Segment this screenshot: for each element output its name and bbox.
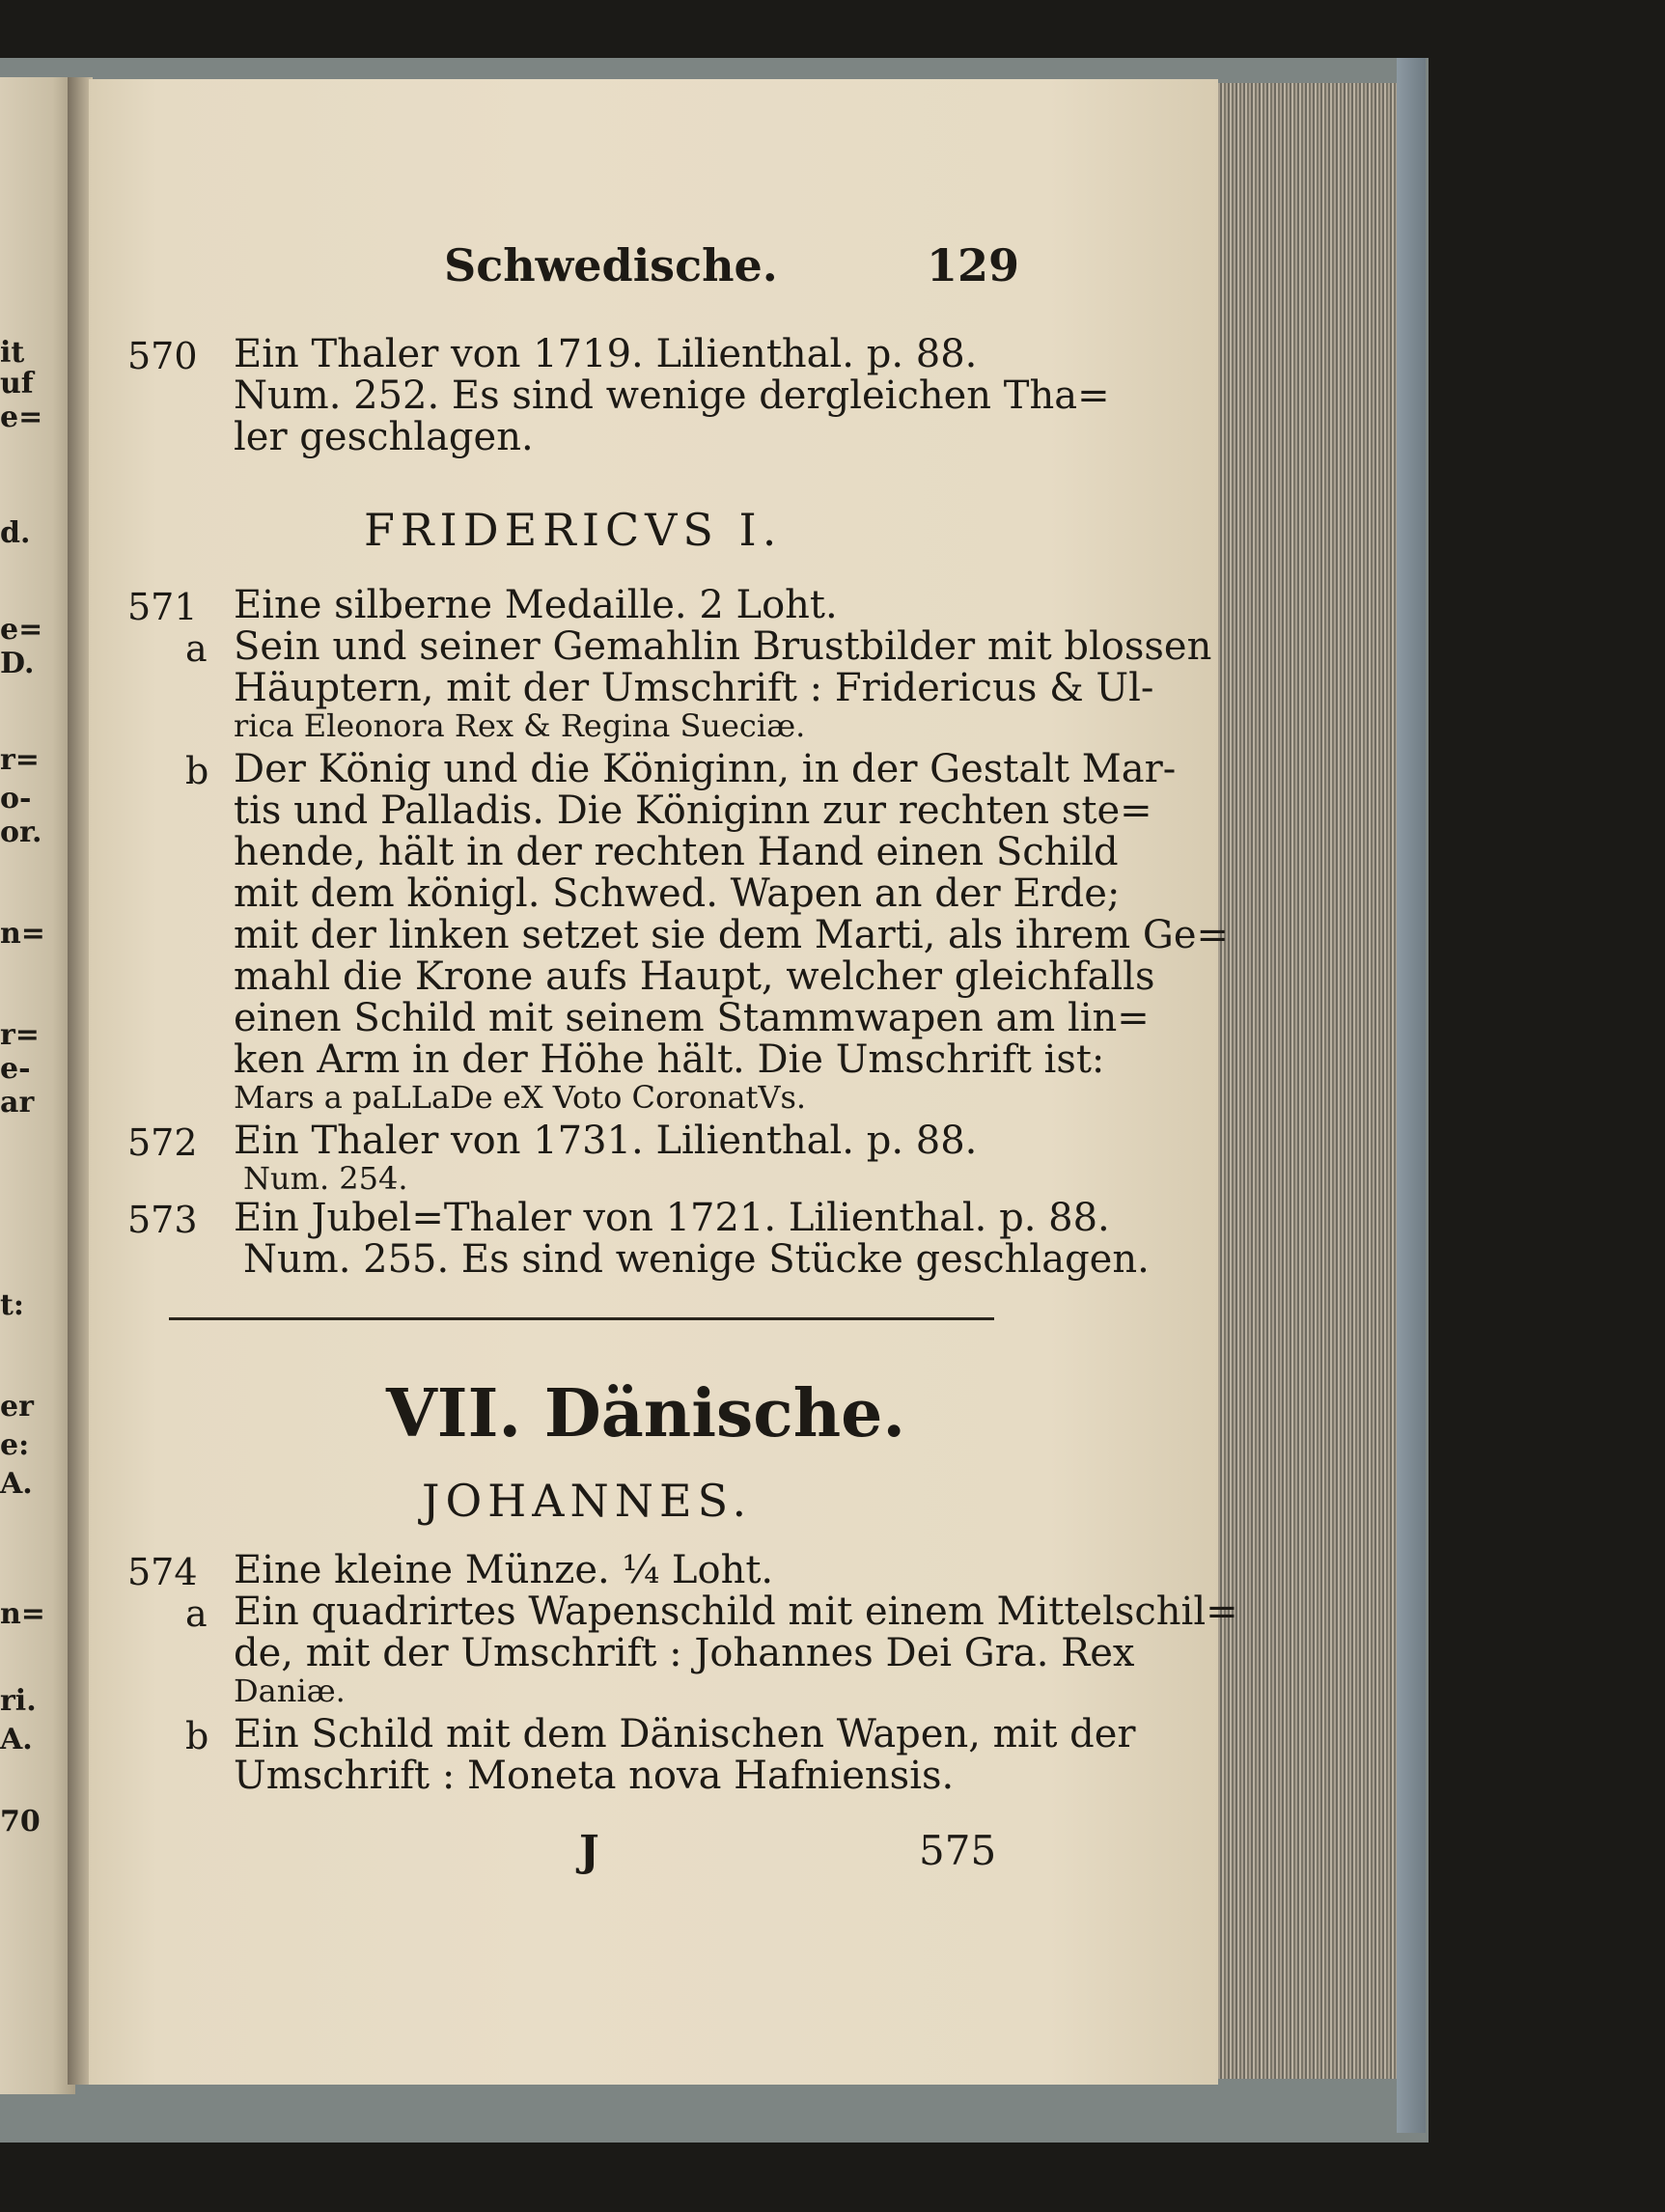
signature-mark: J	[579, 1827, 599, 1876]
page-number: 129	[927, 239, 1020, 291]
entry-number: 574	[127, 1551, 198, 1593]
left-fragment: uf	[0, 367, 34, 401]
chapter-heading: VII. Dänische.	[386, 1375, 906, 1452]
entry-line: Umschrift : Moneta nova Hafniensis.	[234, 1754, 955, 1798]
entry-line: Num. 252. Es sind wenige dergleichen Tha=	[234, 373, 1110, 418]
entry-line: mahl die Krone aufs Haupt, welcher gleichfalls	[234, 954, 1155, 999]
entry-line: tis und Palladis. Die Königinn zur rechten ste=	[234, 788, 1152, 833]
entry-line: Daniæ.	[234, 1673, 346, 1709]
page-block-edge	[1218, 83, 1397, 2079]
left-fragment: d.	[0, 516, 31, 550]
section-heading: JOHANNES.	[422, 1475, 753, 1527]
entry-line: mit dem königl. Schwed. Wapen an der Erde;	[234, 871, 1121, 916]
left-fragment: o-	[0, 782, 32, 816]
entry-line: Num. 254.	[243, 1160, 408, 1197]
right-page	[89, 79, 1238, 2085]
entry-line: ler geschlagen.	[234, 415, 534, 459]
section-rule	[169, 1317, 994, 1320]
left-fragment: r=	[0, 743, 40, 777]
left-fragment: ri.	[0, 1684, 37, 1718]
left-fragment: n=	[0, 1597, 45, 1631]
left-fragment: e=	[0, 401, 43, 434]
entry-number: 572	[127, 1121, 198, 1164]
entry-line: Mars a paLLaDe eX Voto CoronatVs.	[234, 1079, 807, 1116]
entry-line: Der König und die Königinn, in der Gestalt Mar-	[234, 747, 1177, 791]
entry-line: rica Eleonora Rex & Regina Sueciæ.	[234, 707, 806, 744]
entry-number: 570	[127, 335, 198, 377]
cover-edge	[1397, 58, 1426, 2133]
running-head: Schwedische.	[444, 239, 778, 291]
entry-number: 573	[127, 1199, 198, 1241]
left-fragment: t:	[0, 1288, 24, 1322]
left-fragment: e-	[0, 1052, 31, 1086]
entry-line: Sein und seiner Gemahlin Brustbilder mit blossen	[234, 624, 1212, 669]
left-fragment: D.	[0, 647, 35, 680]
left-fragment: A.	[0, 1723, 33, 1756]
left-fragment: or.	[0, 816, 42, 849]
sub-letter: a	[185, 1592, 208, 1635]
sub-letter: a	[185, 627, 208, 670]
left-fragment: it	[0, 336, 25, 370]
left-fragment: 70	[0, 1805, 41, 1839]
entry-line: ken Arm in der Höhe hält. Die Umschrift ist:	[234, 1037, 1105, 1082]
left-fragment: ar	[0, 1086, 35, 1120]
entry-line: Eine kleine Münze. ¼ Loht.	[234, 1548, 774, 1592]
entry-line: Ein Jubel=Thaler von 1721. Lilienthal. p. 88.	[234, 1196, 1110, 1240]
entry-line: mit der linken setzet sie dem Marti, als ihrem Ge=	[234, 913, 1230, 957]
left-page	[0, 77, 75, 2094]
entry-line: Ein Thaler von 1731. Lilienthal. p. 88.	[234, 1119, 978, 1163]
sub-letter: b	[185, 750, 209, 792]
catchword: 575	[919, 1827, 997, 1874]
left-fragment: e:	[0, 1428, 30, 1462]
sub-letter: b	[185, 1715, 209, 1757]
entry-line: Eine silberne Medaille. 2 Loht.	[234, 583, 838, 627]
left-fragment: r=	[0, 1018, 40, 1052]
left-fragment: n=	[0, 917, 45, 951]
left-fragment: er	[0, 1390, 34, 1424]
entry-line: Num. 255. Es sind wenige Stücke geschlagen.	[243, 1237, 1150, 1282]
entry-line: Ein Schild mit dem Dänischen Wapen, mit der	[234, 1712, 1136, 1756]
entry-line: Ein Thaler von 1719. Lilienthal. p. 88.	[234, 332, 978, 376]
entry-line: de, mit der Umschrift : Johannes Dei Gra. Rex	[234, 1631, 1135, 1675]
entry-line: Häuptern, mit der Umschrift : Fridericus & Ul-	[234, 666, 1154, 710]
left-fragment: e=	[0, 613, 43, 647]
entry-line: Ein quadrirtes Wapenschild mit einem Mittelschil=	[234, 1590, 1238, 1634]
left-fragment: A.	[0, 1467, 33, 1501]
section-heading: FRIDERICVS I.	[364, 504, 783, 556]
entry-number: 571	[127, 586, 198, 628]
entry-line: einen Schild mit seinem Stammwapen am lin=	[234, 996, 1150, 1040]
entry-line: hende, hält in der rechten Hand einen Schild	[234, 830, 1119, 874]
